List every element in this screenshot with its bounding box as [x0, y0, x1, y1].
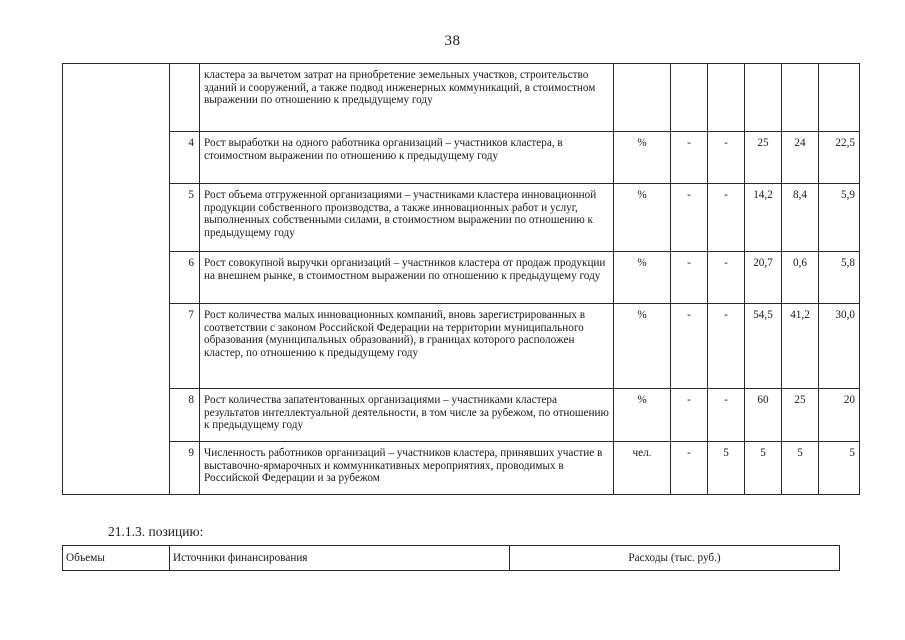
- indicator-group-cell: [63, 64, 170, 495]
- value-2: -: [708, 184, 745, 252]
- indicator-unit: %: [614, 304, 671, 389]
- table-row: [63, 132, 860, 184]
- value-4: 41,2: [782, 304, 819, 389]
- indicator-unit: %: [614, 184, 671, 252]
- value-1: -: [671, 442, 708, 495]
- value-5: 30,0: [819, 304, 860, 389]
- value-2: 5: [708, 442, 745, 495]
- table-row: [63, 304, 860, 389]
- table-row: [63, 442, 860, 495]
- table-row: [63, 184, 860, 252]
- value-1: -: [671, 304, 708, 389]
- value-5: 5,9: [819, 184, 860, 252]
- value-4: 8,4: [782, 184, 819, 252]
- indicator-unit: %: [614, 252, 671, 304]
- clause-heading: 21.1.3. позицию:: [108, 524, 204, 539]
- value-1: -: [671, 389, 708, 442]
- value-1: -: [671, 252, 708, 304]
- value-2: -: [708, 132, 745, 184]
- value-1: -: [671, 132, 708, 184]
- value-2: [708, 64, 745, 132]
- indicator-text: Рост объема отгруженной организациями – участниками кластера инновационной продукции собственного производства, а также инновационных работ и услуг, выполненных собственными силами, в стоимостном выражении по отношению к предыдущему году: [200, 184, 614, 252]
- indicators-table: [62, 63, 860, 495]
- value-3: 60: [745, 389, 782, 442]
- value-3: 54,5: [745, 304, 782, 389]
- value-5: 20: [819, 389, 860, 442]
- indicator-text: Рост количества запатентованных организациями – участниками кластера результатов интеллектуальной деятельности, в том числе за рубежом, по отношению к предыдущему году: [200, 389, 614, 442]
- value-2: -: [708, 252, 745, 304]
- value-3: [745, 64, 782, 132]
- value-2: -: [708, 304, 745, 389]
- value-5: 22,5: [819, 132, 860, 184]
- value-3: 14,2: [745, 184, 782, 252]
- value-5: [819, 64, 860, 132]
- value-2: -: [708, 389, 745, 442]
- row-number: 5: [170, 184, 200, 252]
- indicator-text: Рост количества малых инновационных компаний, вновь зарегистрированных в соответствии с законом Российской Федерации на территории муниципального образования (муниципальных образований), в границах которого расположен кластер, по отношению к предыдущему году: [200, 304, 614, 389]
- indicator-text: Численность работников организаций – участников кластера, принявших участие в выставочно-ярмарочных и коммуникативных мероприятиях, проводимых в Российской Федерации и за рубежом: [200, 442, 614, 495]
- row-number: [170, 64, 200, 132]
- indicator-text: Рост совокупной выручки организаций – участников кластера от продаж продукции на внешнем рынке, в стоимостном выражении по отношению к предыдущему году: [200, 252, 614, 304]
- finance-header-row: [63, 546, 840, 571]
- page-number: 38: [444, 33, 461, 49]
- indicator-unit: %: [614, 132, 671, 184]
- indicator-text: Рост выработки на одного работника организаций – участников кластера, в стоимостном выражении по отношению к предыдущему году: [200, 132, 614, 184]
- indicator-text: кластера за вычетом затрат на приобретение земельных участков, строительство зданий и сооружений, а также подвод инженерных коммуникаций, в стоимостном выражении по отношению к предыдущему году: [200, 64, 614, 132]
- value-3: 25: [745, 132, 782, 184]
- indicator-unit: чел.: [614, 442, 671, 495]
- value-1: -: [671, 184, 708, 252]
- indicator-unit: %: [614, 389, 671, 442]
- finance-col-volumes: Объемы: [63, 546, 170, 571]
- value-1: [671, 64, 708, 132]
- table-row: [63, 389, 860, 442]
- value-4: 5: [782, 442, 819, 495]
- finance-col-expenses: Расходы (тыс. руб.): [510, 546, 840, 571]
- value-3: 20,7: [745, 252, 782, 304]
- row-number: 8: [170, 389, 200, 442]
- row-number: 4: [170, 132, 200, 184]
- finance-table: [62, 545, 840, 571]
- value-4: 25: [782, 389, 819, 442]
- value-4: [782, 64, 819, 132]
- value-5: 5,8: [819, 252, 860, 304]
- value-4: 24: [782, 132, 819, 184]
- row-number: 9: [170, 442, 200, 495]
- finance-col-sources: Источники финансирования: [170, 546, 510, 571]
- value-3: 5: [745, 442, 782, 495]
- value-5: 5: [819, 442, 860, 495]
- table-row: [63, 64, 860, 132]
- table-row: [63, 252, 860, 304]
- value-4: 0,6: [782, 252, 819, 304]
- row-number: 7: [170, 304, 200, 389]
- row-number: 6: [170, 252, 200, 304]
- indicator-unit: [614, 64, 671, 132]
